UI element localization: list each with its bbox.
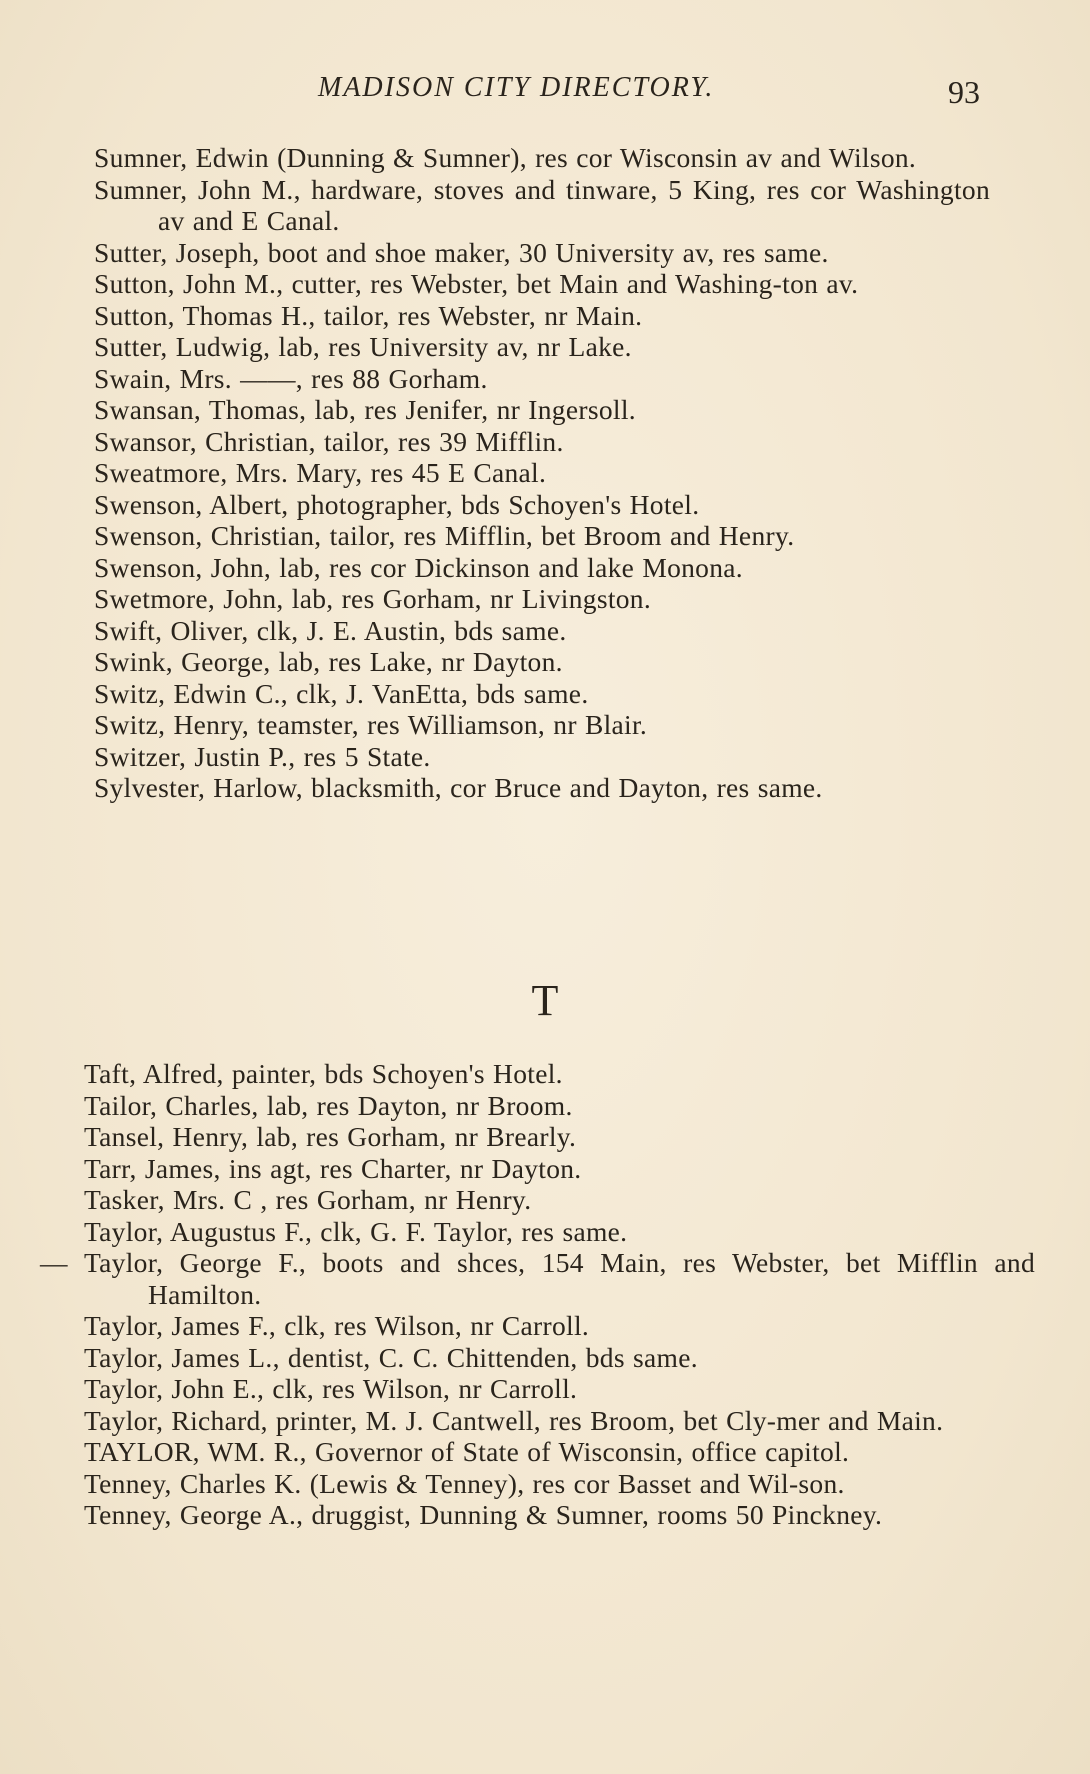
directory-entry: Sylvester, Harlow, blacksmith, cor Bruce and Dayton, res same. [94, 772, 823, 803]
directory-entry: Sutter, Ludwig, lab, res University av, nr Lake. [94, 331, 632, 362]
directory-entry: Sumner, John M., hardware, stoves and tinware, 5 King, res cor Washington av and E Canal. [94, 173, 990, 236]
directory-entry: Taylor, James L., dentist, C. C. Chittenden, bds same. [84, 1341, 698, 1373]
directory-entry: Taylor, John E., clk, res Wilson, nr Carroll. [84, 1373, 578, 1404]
directory-entry: Sumner, Edwin (Dunning & Sumner), res cor Wisconsin av and Wilson. [94, 142, 917, 173]
directory-entry: — Taylor, George F., boots and shces, 154 Main, res Webster, bet Mifflin and Hamilton. [40, 1247, 1035, 1310]
s-entries-list [0, 142, 1090, 804]
directory-entry: Sutton, Thomas H., tailor, res Webster, nr Main. [94, 299, 643, 331]
directory-entry: Tarr, James, ins agt, res Charter, nr Dayton. [84, 1152, 582, 1184]
directory-entry: Swink, George, lab, res Lake, nr Dayton. [94, 646, 563, 677]
marginal-mark: — [40, 1247, 68, 1278]
running-title: MADISON CITY DIRECTORY. [318, 72, 715, 103]
page-header [0, 72, 1090, 112]
directory-entry: Taylor, James F., clk, res Wilson, nr Carroll. [84, 1310, 590, 1341]
directory-entry: Swenson, Christian, tailor, res Mifflin, bet Broom and Henry. [94, 520, 795, 551]
directory-entry: Switz, Henry, teamster, res Williamson, nr Blair. [94, 709, 648, 740]
directory-entry: Swenson, Albert, photographer, bds Schoyen's Hotel. [94, 488, 700, 520]
directory-entry: Switzer, Justin P., res 5 State. [94, 740, 431, 772]
page-number: 93 [948, 74, 980, 110]
directory-entry: Tansel, Henry, lab, res Gorham, nr Brearly. [84, 1121, 577, 1152]
directory-entry: Sweatmore, Mrs. Mary, res 45 E Canal. [94, 457, 547, 488]
directory-entry: Swenson, John, lab, res cor Dickinson and lake Monona. [94, 551, 743, 583]
directory-entry: Tenney, George A., druggist, Dunning & Sumner, rooms 50 Pinckney. [84, 1499, 883, 1530]
directory-entry: Tailor, Charles, lab, res Dayton, nr Broom. [84, 1089, 573, 1121]
directory-entry: Swansan, Thomas, lab, res Jenifer, nr Ingersoll. [94, 394, 636, 425]
directory-entry: Tasker, Mrs. C , res Gorham, nr Henry. [84, 1184, 532, 1215]
directory-entry: Taft, Alfred, painter, bds Schoyen's Hotel. [84, 1058, 563, 1089]
directory-entry: Swift, Oliver, clk, J. E. Austin, bds same. [94, 614, 567, 646]
directory-entry: Sutton, John M., cutter, res Webster, bet Main and Washing-ton av. [94, 268, 859, 299]
directory-entry: Swansor, Christian, tailor, res 39 Mifflin. [94, 425, 564, 457]
t-entries-list [0, 1058, 1090, 1531]
directory-entry: Taylor, Augustus F., clk, G. F. Taylor, res same. [84, 1215, 628, 1247]
directory-entry: Taylor, Richard, printer, M. J. Cantwell, res Broom, bet Cly-mer and Main. [84, 1404, 944, 1436]
directory-entry: Switz, Edwin C., clk, J. VanEtta, bds same. [94, 677, 589, 709]
directory-entry: Swetmore, John, lab, res Gorham, nr Livingston. [94, 583, 652, 614]
directory-entry: Sutter, Joseph, boot and shoe maker, 30 University av, res same. [94, 236, 829, 268]
section-letter-heading: T [531, 976, 559, 1025]
directory-entry: TAYLOR, WM. R., Governor of State of Wisconsin, office capitol. [84, 1436, 850, 1467]
directory-entry: Swain, Mrs. ——, res 88 Gorham. [94, 362, 488, 394]
directory-entry: Tenney, Charles K. (Lewis & Tenney), res cor Basset and Wil-son. [84, 1467, 845, 1499]
